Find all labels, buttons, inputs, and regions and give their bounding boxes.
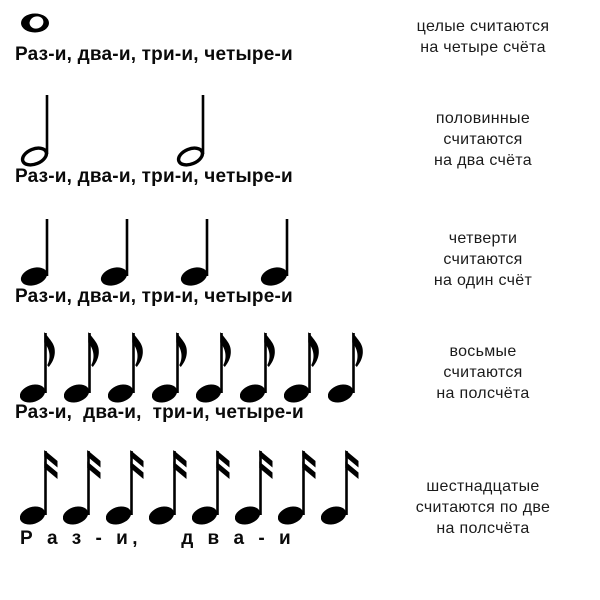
caption-line: на полсчёта <box>436 385 530 402</box>
counting-label-whole: Раз-и, два-и, три-и, четыре-и <box>15 44 293 65</box>
caption-line: на два счёта <box>434 152 532 169</box>
quarter-note-icon <box>180 216 210 288</box>
caption-line: считаются <box>443 251 523 268</box>
caption-line: целые считаются <box>416 18 550 35</box>
counting-label-sixteenth: Р а з - и, д в а - и <box>20 528 296 549</box>
eighth-note-icon <box>152 330 192 404</box>
counting-label-quarter: Раз-и, два-и, три-и, четыре-и <box>15 286 293 307</box>
eighth-note-icon <box>20 330 60 404</box>
caption-line: считаются <box>443 131 523 148</box>
caption-line: восьмые <box>449 343 517 360</box>
eighth-note-icon <box>240 330 280 404</box>
caption-quarter <box>372 228 594 291</box>
caption-sixteenth <box>372 476 594 539</box>
sixteenth-note-icon <box>149 448 189 526</box>
caption-line: на полсчёта <box>436 520 530 537</box>
quarter-note-icon <box>20 216 50 288</box>
sixteenth-note-icon <box>63 448 103 526</box>
quarter-note-icon <box>100 216 130 288</box>
half-note-icon <box>20 92 50 168</box>
sixteenth-note-icon <box>321 448 361 526</box>
caption-line: считаются <box>443 364 523 381</box>
sixteenth-note-icon <box>20 448 60 526</box>
caption-line: шестнадцатые <box>426 478 540 495</box>
caption-eighth <box>372 341 594 404</box>
eighth-note-icon <box>108 330 148 404</box>
caption-whole <box>372 16 594 58</box>
caption-line: считаются по две <box>415 499 551 516</box>
counting-label-eighth: Раз-и, два-и, три-и, четыре-и <box>15 402 304 423</box>
eighth-note-icon <box>284 330 324 404</box>
counting-label-half: Раз-и, два-и, три-и, четыре-и <box>15 166 293 187</box>
eighth-note-icon <box>196 330 236 404</box>
caption-half <box>372 108 594 171</box>
quarter-note-icon <box>260 216 290 288</box>
caption-line: четверти <box>448 230 518 247</box>
sixteenth-note-icon <box>278 448 318 526</box>
sixteenth-note-icon <box>106 448 146 526</box>
half-note-icon <box>176 92 206 168</box>
sixteenth-note-icon <box>235 448 275 526</box>
caption-line: половинные <box>435 110 531 127</box>
eighth-note-icon <box>64 330 104 404</box>
sixteenth-note-icon <box>192 448 232 526</box>
whole-note-icon <box>20 12 50 34</box>
eighth-note-icon <box>328 330 368 404</box>
caption-line: на четыре счёта <box>420 39 546 56</box>
caption-line: на один счёт <box>433 272 533 289</box>
